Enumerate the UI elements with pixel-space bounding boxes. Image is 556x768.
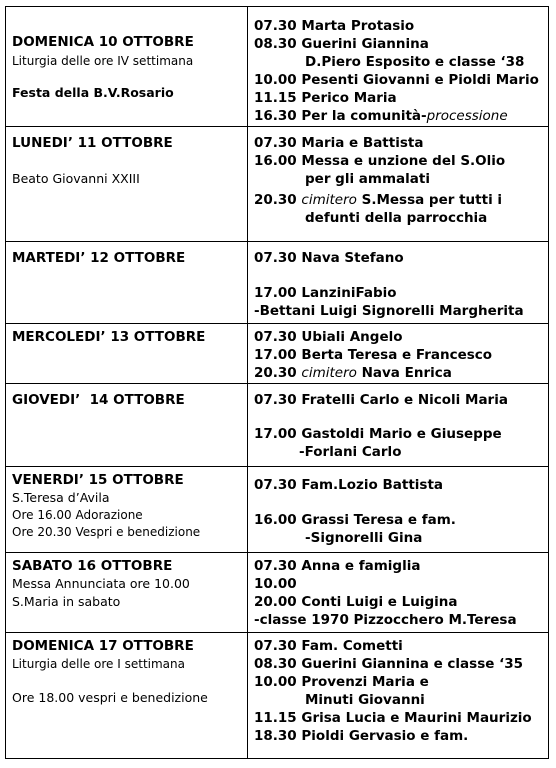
day-row-lunedi-11 (5, 126, 549, 241)
masses-cell (248, 384, 548, 466)
mass-line: Minuti Giovanni (305, 692, 425, 708)
masses-cell (248, 7, 548, 126)
masses-cell (248, 633, 548, 758)
mass-line: 07.30 Anna e famiglia (254, 558, 421, 574)
mass-line: 20.30 cimitero Nava Enrica (254, 365, 452, 381)
day-row-sabato-16 (5, 552, 549, 632)
mass-line: 10.00 Provenzi Maria e (254, 674, 429, 690)
day-info-cell (6, 553, 248, 632)
mass-line: 07.30 Nava Stefano (254, 250, 404, 266)
mass-line: 20.00 Conti Luigi e Luigina (254, 594, 458, 610)
day-info-cell (6, 633, 248, 758)
mass-line: -Forlani Carlo (299, 444, 402, 460)
mass-line: 16.00 Messa e unzione del S.Olio (254, 153, 506, 169)
parish-schedule-table (5, 6, 549, 759)
masses-cell (248, 127, 548, 241)
day-note: Ore 20.30 Vespri e benedizione (12, 525, 201, 539)
mass-line: -classe 1970 Pizzocchero M.Teresa (254, 612, 517, 628)
mass-line: -Bettani Luigi Signorelli Margherita (254, 303, 524, 319)
day-note: Liturgia delle ore I settimana (12, 657, 185, 671)
mass-line: 08.30 Guerini Giannina (254, 36, 429, 52)
mass-line: 07.30 Fam. Cometti (254, 638, 403, 654)
day-info-cell (6, 7, 248, 126)
mass-line: 10.00 Pesenti Giovanni e Pioldi Mario (254, 72, 539, 88)
mass-line: 16.30 Per la comunità-processione (254, 108, 508, 124)
day-heading: SABATO 16 OTTOBRE (12, 558, 173, 574)
mass-line: 07.30 Ubiali Angelo (254, 329, 403, 345)
day-note: Beato Giovanni XXIII (12, 171, 140, 186)
mass-line: 07.30 Maria e Battista (254, 135, 424, 151)
day-note: Festa della B.V.Rosario (12, 85, 174, 100)
mass-line: 07.30 Fam.Lozio Battista (254, 477, 444, 493)
mass-line: 20.30 cimitero S.Messa per tutti i (254, 192, 503, 208)
day-info-cell (6, 324, 248, 383)
masses-cell (248, 324, 548, 383)
mass-line: 10.00 (254, 576, 297, 592)
masses-cell (248, 467, 548, 552)
mass-line: -Signorelli Gina (305, 530, 423, 546)
masses-cell (248, 242, 548, 323)
day-note: Messa Annunciata ore 10.00 (12, 576, 190, 591)
day-note: Ore 16.00 Adorazione (12, 508, 143, 522)
day-row-venerdi-15 (5, 466, 549, 552)
mass-line: 17.00 LanziniFabio (254, 285, 397, 301)
mass-line: D.Piero Esposito e classe ‘38 (305, 54, 525, 70)
day-row-martedi-12 (5, 241, 549, 323)
day-note: S.Teresa d’Avila (12, 490, 110, 505)
mass-line: defunti della parrocchia (305, 210, 488, 226)
mass-line: 11.15 Grisa Lucia e Maurini Maurizio (254, 710, 532, 726)
day-row-mercoledi-13 (5, 323, 549, 383)
mass-line: 07.30 Marta Protasio (254, 18, 415, 34)
day-row-giovedi-14 (5, 383, 549, 466)
day-info-cell (6, 384, 248, 466)
day-heading: LUNEDI’ 11 OTTOBRE (12, 135, 173, 151)
mass-line: 07.30 Fratelli Carlo e Nicoli Maria (254, 392, 508, 408)
mass-line: 16.00 Grassi Teresa e fam. (254, 512, 456, 528)
mass-line: 17.00 Berta Teresa e Francesco (254, 347, 493, 363)
day-heading: DOMENICA 10 OTTOBRE (12, 34, 194, 50)
day-info-cell (6, 467, 248, 552)
day-info-cell (6, 127, 248, 241)
mass-line: per gli ammalati (305, 171, 430, 187)
day-note: Liturgia delle ore IV settimana (12, 54, 194, 68)
mass-line: 17.00 Gastoldi Mario e Giuseppe (254, 426, 502, 442)
day-row-domenica-10 (5, 6, 549, 126)
day-heading: DOMENICA 17 OTTOBRE (12, 638, 194, 654)
mass-line: 11.15 Perico Maria (254, 90, 397, 106)
day-heading: MERCOLEDI’ 13 OTTOBRE (12, 329, 206, 345)
day-heading: VENERDI’ 15 OTTOBRE (12, 472, 184, 488)
day-heading: MARTEDI’ 12 OTTOBRE (12, 250, 186, 266)
day-row-domenica-17 (5, 632, 549, 759)
masses-cell (248, 553, 548, 632)
day-note: Ore 18.00 vespri e benedizione (12, 690, 208, 705)
day-note: S.Maria in sabato (12, 594, 121, 609)
mass-line: 18.30 Pioldi Gervasio e fam. (254, 728, 469, 744)
day-heading: GIOVEDI’ 14 OTTOBRE (12, 392, 185, 408)
day-info-cell (6, 242, 248, 323)
mass-line: 08.30 Guerini Giannina e classe ‘35 (254, 656, 524, 672)
